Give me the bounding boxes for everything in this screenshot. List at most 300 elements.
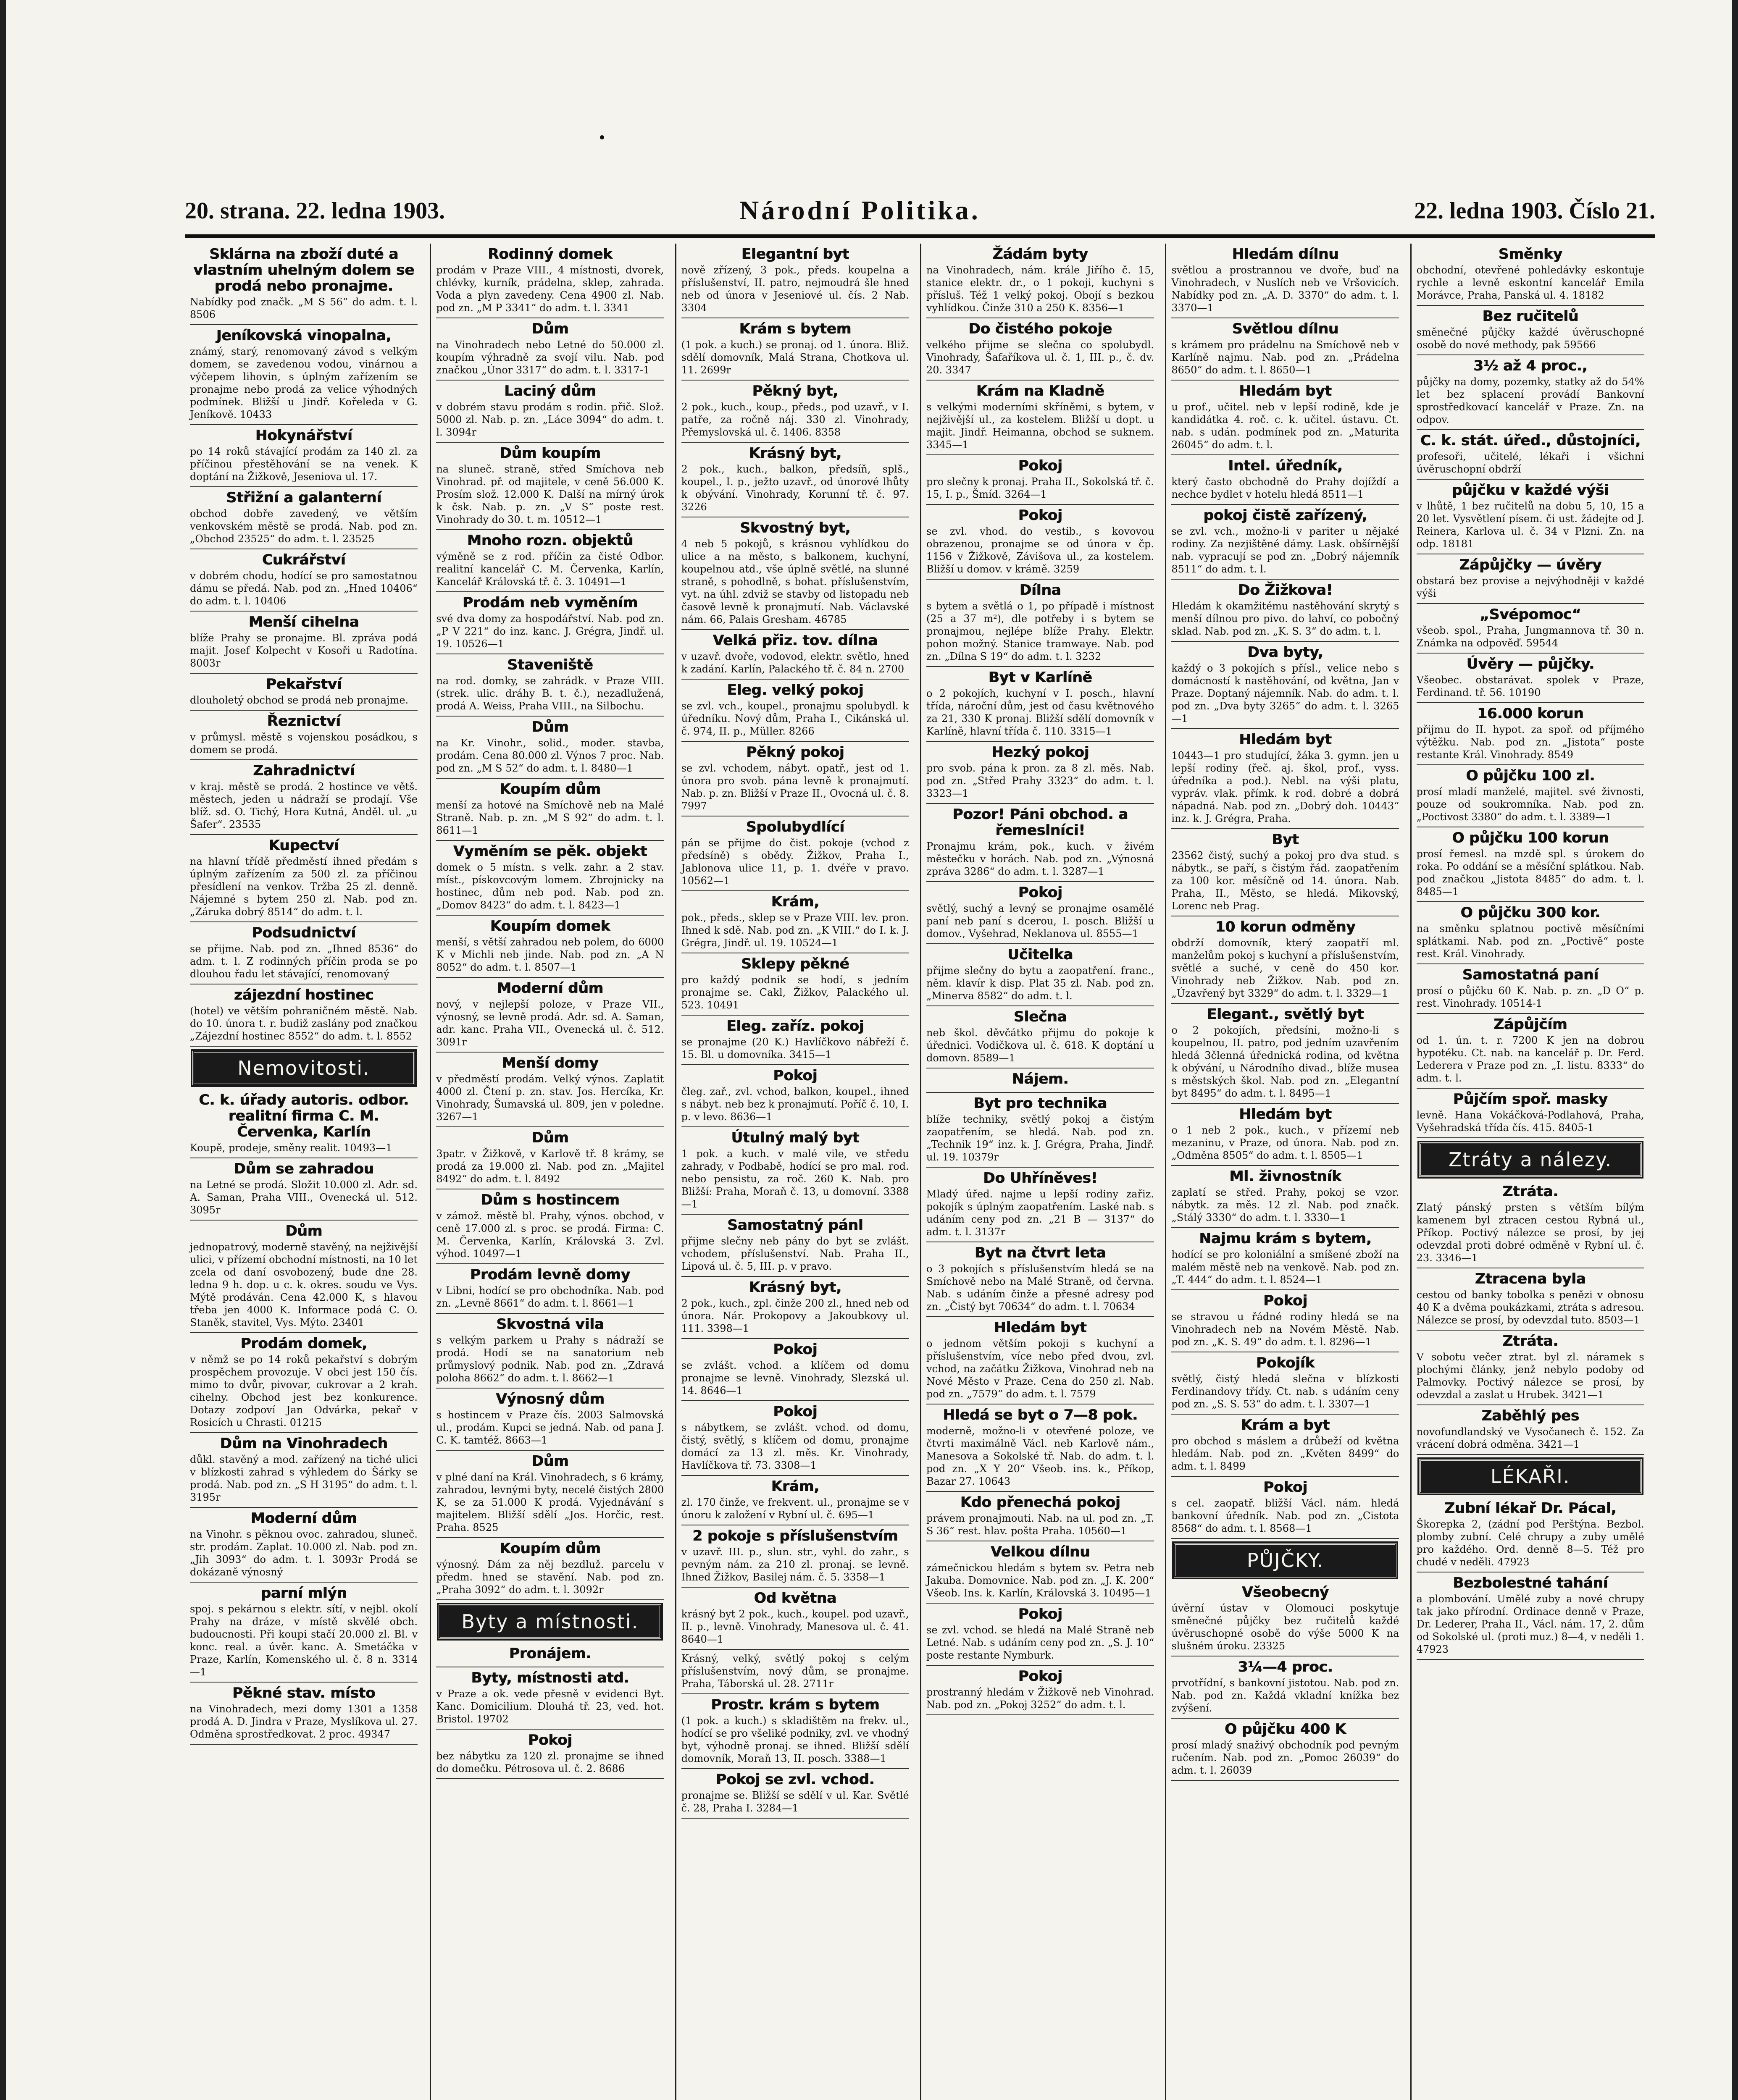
classified-ad (1171, 642, 1399, 729)
ad-body: přijme slečny do bytu a zaopatření. franc., něm. klavír k disp. Plat 35 zl. Nab. pod zn. „Minerva 8582“ do adm. t. l. (926, 965, 1154, 1002)
classified-ad (436, 1667, 664, 1730)
ad-body: přijmu do II. hypot. za spoř. od příjmého výtěžku. Nab. pod zn. „Jistota“ poste restante Král. Vinohrady. 8549 (1416, 724, 1644, 761)
classified-ad (190, 425, 418, 487)
classified-ad (190, 325, 418, 425)
ad-body: prosí mladý snaživý obchodník pod pevným ručením. Nab. pod zn. „Pomoc 26039“ do adm. t. l. 26039 (1171, 1739, 1399, 1776)
ad-heading: Bezbolestné tahání (1453, 1575, 1608, 1591)
ad-heading: zájezdní hostinec (234, 987, 374, 1003)
classified-ad (926, 580, 1154, 667)
ad-body: blíže techniky, světlý pokoj a čistým zaopatřením, se hledá. Nab. pod zn. „Technik 19“ inz. k. J. Grégra, Praha, Jindř. ul. 19. 10379r (926, 1113, 1154, 1163)
classified-ad (681, 381, 909, 443)
ad-heading: Hledám byt (1239, 1106, 1332, 1123)
column-4 (920, 244, 1159, 2100)
column-1 (185, 244, 423, 2100)
ad-heading: Pokoj (528, 1732, 572, 1748)
classified-ad (1171, 318, 1399, 381)
ad-body: hodící se pro koloniální a smíšené zboží na malém městě neb na venkově. Nab. pod zn. „T. 444“ do adm. t. l. 8524—1 (1171, 1249, 1399, 1286)
ad-body: právem pronajmouti. Nab. na ul. pod zn. „T. S 36“ rest. hlav. pošta Praha. 10560—1 (926, 1512, 1154, 1537)
classified-ad (1171, 1004, 1399, 1104)
ad-body: od 1. ún. t. r. 7200 K jen na dobrou hypotéku. Ct. nab. na kancelář p. Dr. Ferd. Lederera v Praze pod zn. „I. listu. 8333“ do adm. t. l. (1416, 1034, 1644, 1084)
classified-ad (1417, 1181, 1644, 1268)
ad-heading: Slečna (1013, 1008, 1067, 1025)
classified-ad (436, 1264, 664, 1314)
classified-ad (1417, 604, 1644, 654)
classified-ad (926, 244, 1154, 318)
ad-body: dlouholetý obchod se prodá neb pronajme. (190, 694, 409, 706)
ad-heading: Pokoj (1018, 1668, 1062, 1685)
ad-body: a plombování. Umělé zuby a nové chrupy tak jako přírodní. Ordinace denně v Praze, Dr. Lederer, Praha II., Václ. nám. 17, 2. dům od Sokolské ul. (proti muz.) 8—4, v neděli 1. 47923 (1416, 1593, 1644, 1655)
ad-body: každý o 3 pokojích s přísl., velice nebo s domácností k nastěhování, od května, Jan v Praze. Doptaný nájemník. Nab. do adm. t. l. pod zn. „Dva byty 3265“ do adm. t. l. 3265—1 (1171, 662, 1399, 724)
ad-heading: Pěkný pokoj (746, 744, 844, 761)
classified-ad (436, 654, 664, 717)
classified-ad (681, 1525, 909, 1588)
ad-heading: Hledá se byt o 7—8 pok. (943, 1407, 1138, 1423)
ad-body: v lhůtě, 1 bez ručitelů na dobu 5, 10, 15 a 20 let. Vysvětlení písem. či ust. žádejte od J. Reinera, Karlova ul. č. 34 v Plzni. Zn. na odp. 18181 (1416, 500, 1644, 550)
classified-ad (926, 455, 1154, 505)
ad-body: půjčky na domy, pozemky, statky až do 54% let bez splacení provádí Bankovní sprostředkovací kancelář v Praze. Zn. na odpov. (1416, 376, 1644, 425)
ad-heading: Sklárna na zboží duté a vlastním uhelným dolem se prodá nebo pronajme. (193, 246, 415, 294)
ad-heading: 3¼—4 proc. (1238, 1659, 1333, 1675)
ad-heading: Pokoj (1018, 1606, 1062, 1622)
ad-heading: Elegant., světlý byt (1207, 1006, 1364, 1023)
classified-ad (436, 978, 664, 1053)
ad-body: spoj. s pekárnou s elektr. sítí, v nejbl. okolí Prahy na dráze, v místě skvělé obch. budoucnosti. Při koupi stačí 20.000 zl. Bl. v konc. real. a úvěr. kanc. A. Smetáčka v Praze, Karlín, Komenského ul. č. 8 n. 3314—1 (190, 1603, 418, 1678)
section-banner-byty: Byty a místnosti. (439, 1604, 661, 1639)
classified-ad (190, 1158, 418, 1221)
ad-heading: parní mlýn (260, 1585, 347, 1601)
ad-heading: Pokoj (773, 1341, 818, 1358)
ad-heading: Ztráta. (1502, 1183, 1559, 1200)
ad-heading: Pokoj (1263, 1479, 1307, 1496)
ad-heading: Krám, (771, 1478, 819, 1495)
ad-body: 23562 čistý, suchý a pokoj pro dva stud. s nábytk., se paří, s čistým řád. zaopatřením za 100 kor. měsíčně od 14. února. Nab. Praha, II., Město, se hledá. Mikovský, Lorenc neb Prag. (1171, 850, 1399, 912)
ad-body: Všeobec. obstarávat. spolek v Praze, Ferdinand. tř. 56. 10190 (1416, 674, 1644, 698)
ad-body: úvěrní ústav v Olomouci poskytuje směnečné půjčky bez ručitelů každé úvěruschopné osobě do výše 5000 K na slušném úroku. 23325 (1171, 1602, 1399, 1652)
ad-heading: Hledám byt (994, 1319, 1087, 1336)
masthead-title: Národní Politika. (739, 195, 981, 225)
ad-body: 2 pok., kuch., balkon, předsíň, splš., koupel., I. p., ježto uzavř., od únorové lhůty k obývání. Vinohrady, Korunní tř. č. 97. 3226 (681, 463, 909, 513)
classified-ad (681, 630, 909, 680)
ad-heading: Učitelka (1007, 946, 1073, 963)
ad-body: v průmysl. městě s vojenskou posádkou, s domem se prodá. (190, 731, 418, 756)
classified-ad (190, 922, 418, 984)
classified-ad (681, 443, 909, 517)
ad-heading: Zubní lékař Dr. Pácal, (1444, 1500, 1617, 1517)
ad-heading: Pozor! Páni obchod. a řemeslníci! (952, 806, 1128, 839)
ad-heading: Pokoj (1018, 457, 1062, 474)
classified-ad (1171, 1415, 1399, 1477)
ad-heading: Intel. úředník, (1228, 457, 1343, 474)
ad-heading: Hledám dílnu (1232, 246, 1339, 262)
ad-body: nový, v nejlepší poloze, v Praze VII., výnosný, se levně prodá. Adr. sd. A. Saman, adr. kanc. Praha VII., Ovenecká ul. č. 512. 3091r (436, 998, 664, 1048)
ad-heading: Střižní a galanterní (226, 489, 381, 506)
ad-body: s nábytkem, se zvlášt. vchod. od domu, čistý, světlý, s klíčem od domu, pronajme domácí za 13 zl. měs. Kr. Vinohrady, Havlíčkova tř. 73. 3308—1 (681, 1422, 909, 1471)
ad-body: na rod. domky, se zahrádk. v Praze VIII. (strek. ulic. dráhy B. t. č.), nezadlužená, prodá A. Weiss, Praha VIII., na Silbochu. (436, 675, 664, 712)
ad-heading: Směnky (1498, 246, 1562, 262)
ad-body: o 2 pokojích, kuchyní v I. posch., hlavní třída, nároční dům, jest od času květnového za 21, 330 K pronaj. Bližší sdělí domovník v Karlíně, hlavní třída č. 110. 3315—1 (926, 688, 1154, 737)
ad-heading: Do Žižkova! (1238, 582, 1333, 598)
ad-body: obdrží domovník, který zaopatří ml. manželům pokoj s kuchyní a příslušenstvím, světlé a suché, v ceně do 450 kor. Vinohrady neb Žižkov. Nab. pod zn. „Úzavřený byt 3329“ do adm. t. l. 3329—1 (1171, 937, 1399, 999)
ad-body: na Vinohradech, mezi domy 1301 a 1358 prodá A. D. Jindra v Praze, Myslíkova ul. 27. Odměna sprostředkovat. 2 proc. 49347 (190, 1703, 418, 1740)
ad-body: V sobotu večer ztrat. byl zl. náramek s plochými články, jenž nebylo podoby od Palmovky. Poctivý nálezce se prosí, by odevzdal a zaslat u Hrubek. 3421—1 (1416, 1351, 1644, 1401)
ad-heading: C. k. stát. úřed., důstojníci, (1420, 432, 1641, 449)
ad-body: menší za hotové na Smíchově neb na Malé Straně. Nab. p. zn. „M S 92“ do adm. t. l. 8611—1 (436, 799, 664, 836)
ad-body: 4 neb 5 pokojů, s krásnou vyhlídkou do ulice a na město, s balkonem, kuchyní, koupelnou atd., vše úplně světlé, na slunné straně, s pohodlně, s bohat. příslušenstvím, vyt. na úhl. zdviž se stavby od listopadu neb časově levně k pronajmutí. Nab. Václavské nám. 66, Palais Gresham. 46785 (681, 538, 909, 625)
classified-ad (436, 1053, 664, 1127)
ad-heading: O půjčku 100 zl. (1466, 767, 1595, 784)
ad-body: Zlatý pánský prsten s větším bílým kamenem byl ztracen cestou Rybná ul., Příkop. Poctivý nálezce se prosí, by jej odevzdal proti dobré odměně v Rybní ul. č. 23. 3346—1 (1416, 1202, 1644, 1264)
ad-heading: Pokoj se zvl. vchod. (715, 1771, 875, 1788)
classified-ad (1171, 381, 1399, 455)
classified-ad (1417, 430, 1644, 480)
ad-heading: Kupectví (268, 837, 339, 854)
ad-heading: Byt pro technika (973, 1095, 1107, 1112)
header-rule (185, 234, 1655, 238)
ad-body: 10443—1 pro studující, žáka 3. gymn. jen u lepší rodiny (řeč. aj. škol, prof., vyss. úředníka a pod.). Nebl. na výši platu, vypráv. vlak. přímk. k rod. dobré a dobrá nápadná. Nab. pod zn. „Dobrý doh. 10443“ inz. k. J. Grégra, Praha. (1171, 750, 1399, 824)
ad-heading: Rodinný domek (487, 246, 613, 262)
classified-ad (1171, 916, 1399, 1004)
ad-heading: Krám a byt (1241, 1417, 1330, 1433)
ad-heading: Dílna (1019, 582, 1061, 598)
classified-ad (1171, 1104, 1399, 1166)
classified-ad (1417, 1498, 1644, 1572)
classified-ad (681, 1588, 909, 1650)
ad-body: pán se přijme do čist. pokoje (vchod z předsíně) s obědy. Žižkov, Praha I., Jablonova ulice 11, p. 1. dvéře v pravo. 10562—1 (681, 837, 909, 887)
ad-heading: Sklepy pěkné (741, 956, 849, 972)
classified-ad (436, 841, 664, 916)
ad-body: světlý, čistý hledá slečna v blízkosti Ferdinandovy třídy. Ct. nab. s udáním ceny pod zn. „S. S. 53“ do adm. t. l. 3307—1 (1171, 1373, 1399, 1410)
ad-heading: Pěkné stav. místo (232, 1685, 376, 1701)
ad-heading: Eleg. velký pokoj (727, 682, 864, 698)
ad-body: 2 pok., kuch., zpl. činže 200 zl., hned neb od února. Nár. Prokopovy a Jakoubkovy ul. 111. 3398—1 (681, 1297, 909, 1334)
ad-body: pro obchod s máslem a drůbeží od května hledám. Nab. pod zn. „Květen 8499“ do adm. t. l. 8499 (1171, 1435, 1399, 1472)
ad-body: s bytem a světlá o 1, po případě i místnost (25 a 37 m²), dle potřeby i s bytem se pronajmou, nejlépe blíže Prahy. Elektr. pohon možný. Stanice tramwaye. Nab. pod zn. „Dílna S 19“ do adm. t. l. 3232 (926, 600, 1154, 662)
ad-heading: Ztracena byla (1475, 1270, 1586, 1287)
classified-ad (190, 760, 418, 835)
ad-body: v zámož. městě bl. Prahy, výnos. obchod, v ceně 17.000 zl. s proc. se prodá. Firma: C. M. Červenka, Karlín, Královská 3. Zvl. výhod. 10497—1 (436, 1210, 664, 1260)
classified-ad (436, 592, 664, 654)
classified-ad (681, 1127, 909, 1215)
classified-ad (190, 1508, 418, 1583)
ad-body: v plné daní na Král. Vinohradech, s 6 krámy, zahradou, levnými byty, necelé čistých 2800 K, se za 51.000 K prodá. Vyjednávání s majitelem. Bližší sdělí „Jos. Horčic, rest. Praha. 8525 (436, 1471, 664, 1533)
ad-body: velkého přijme se slečna co spolubydl. Vinohrady, Šafaříkova ul. č. 1, III. p., č. dv. 20. 3347 (926, 339, 1154, 376)
ad-heading: Pokojík (1256, 1354, 1315, 1371)
ad-body: na hlavní třídě předměstí ihned předám s úplným zařízením za 500 zl. za příčinou přesídlení na venkov. Tržba 25 zl. denně. Nájemné s bytem 250 zl. Nab. pod zn. „Záruka dobrý 8514“ do adm. t. l. (190, 856, 418, 918)
ad-body: v Libni, hodící se pro obchodníka. Nab. pod zn. „Levně 8661“ do adm. t. l. 8661—1 (436, 1285, 664, 1309)
ad-body: novofundlandský ve Vysočanech č. 152. Za vrácení dobrá odměna. 3421—1 (1416, 1426, 1644, 1450)
ad-heading: Menší domy (502, 1055, 599, 1071)
classified-ad (1417, 654, 1644, 703)
section-banner-ztraty: Ztráty a nálezy. (1419, 1142, 1642, 1177)
ad-heading: 2 pokoje s příslušenstvím (692, 1528, 898, 1544)
ad-heading: Nájem. (1012, 1071, 1069, 1087)
classified-ad (681, 1065, 909, 1127)
classified-ad (681, 318, 909, 381)
ad-heading: Menší cihelna (248, 614, 359, 630)
classified-ad (1171, 1477, 1399, 1539)
ad-heading: Hledám byt (1239, 383, 1332, 399)
ad-body: v předměstí prodám. Velký výnos. Zaplatit 4000 zl. Čtení p. zn. stav. Jos. Hercíka, Kr. Vinohrady, Šumavská ul. 809, jen v poledne. 3267—1 (436, 1073, 664, 1123)
classified-ad (190, 984, 418, 1047)
ad-body: Koupě, prodeje, směny realit. 10493—1 (190, 1142, 392, 1154)
classified-ad (436, 1189, 664, 1264)
ad-body: pro slečny k pronaj. Praha II., Sokolská tř. č. 15, I. p., Šmíd. 3264—1 (926, 476, 1154, 500)
ad-heading: 16.000 korun (1477, 705, 1584, 722)
classified-ad (1171, 1290, 1399, 1352)
ad-heading: Ml. živnostník (1229, 1168, 1341, 1185)
ad-body: domek o 5 místn. s velk. zahr. a 2 stav. míst., pískovcovým lomem. Zbrojnicky na hostinec, dům neb pod. Nab. pod zn. „Domov 8423“ do adm. t. l. 8423—1 (436, 861, 664, 911)
ad-heading: Mnoho rozn. objektů (467, 532, 633, 549)
classified-ad (1417, 1405, 1644, 1455)
ad-body: se přijme. Nab. pod zn. „Ihned 8536“ do adm. t. l. Z rodinných příčin proda se po dlouhou řadu let stávající, renomovaný (190, 943, 418, 980)
classified-ad (681, 891, 909, 953)
ink-dot (600, 135, 604, 139)
classified-ad (1417, 1089, 1644, 1138)
ad-body: se stravou u řádné rodiny hledá se na Vinohradech neb na Novém Městě. Nab. pod zn. „K. S. 49“ do adm. t. l. 8296—1 (1171, 1311, 1399, 1348)
ad-body: o 2 pokojích, předsíni, možno-li s koupelnou, II. patro, pod jedním uzavřením hledá 3členná úřednická rodina, od května k obývání, u Národního divad., blíže musea s městských škol. Nab. pod zn. „Elegantní byt 8495“ do adm. t. l. 8495—1 (1171, 1024, 1399, 1099)
classified-ad (926, 505, 1154, 580)
ad-body: prvotřídní, s bankovní jistotou. Nab. pod zn. Nab. pod zn. Každá vkladní knížka bez zvýšení. (1171, 1677, 1399, 1714)
ad-heading: Koupím dům (500, 781, 601, 798)
classified-ad (436, 244, 664, 318)
ad-heading: Byt v Karlíně (988, 669, 1092, 686)
ad-body: (1 pok. a kuch.) se pronaj. od 1. února. Bliž. sdělí domovník, Malá Strana, Chotkova ul. 11. 2699r (681, 339, 909, 376)
classified-ad (926, 1093, 1154, 1168)
ad-heading: „Svépomoc“ (1480, 606, 1581, 623)
ad-body: o jednom větším pokoji s kuchyní a příslušenstvím, více nebo před dvou, zvl. vchod, na začátku Žižkova, Vinohrad neb na Nové Město v Praze. Cena do 250 zl. Nab. pod zn. „7579“ do adm. t. l. 7579 (926, 1338, 1154, 1400)
ad-heading: Spolubydlící (746, 819, 844, 835)
ad-body: prodám v Praze VIII., 4 místnosti, dvorek, chlévky, kurník, prádelna, sklep, zahrada. Voda a plyn zavedeny. Cena 4900 zl. Nab. pod zn. „M P 3341“ do adm. t. l. 3341 (436, 264, 664, 314)
ad-heading: Samostatný pánl (727, 1217, 863, 1234)
section-banner-lekari: LÉKAŘI. (1419, 1459, 1642, 1494)
scan-edge-right (1732, 0, 1738, 2100)
classified-ad (436, 1538, 664, 1600)
classified-ad (190, 549, 418, 612)
classified-ad (681, 1016, 909, 1065)
section-banner-nemovitosti: Nemovitosti. (192, 1051, 415, 1085)
ad-body: Mladý úřed. najme u lepší rodiny zařiz. pokojík s úplným zaopatřením. Laské nab. s udáním ceny pod zn. „21 B — 3137“ do adm. t. l. 3137r (926, 1188, 1154, 1238)
ad-heading: Pokoj (1018, 884, 1062, 901)
classified-ad (1417, 480, 1644, 554)
classified-ad (681, 1476, 909, 1525)
classified-ad (681, 680, 909, 742)
ad-body: na Vinohradech, nám. krále Jiřího č. 15, stanice elektr. dr., o 1 pokoji, kuchyni s přísluš. Též 1 velký pokoj. Obojí s bezkou vyhlídkou. Činže 310 a 250 K. 8356—1 (926, 264, 1154, 314)
ad-body: krásný byt 2 pok., kuch., koupel. pod uzavř., II. p., levně. Vinohrady, Manesova ul. č. 41. 8640—1 (681, 1608, 909, 1645)
ad-body: zaplatí se střed. Prahy, pokoj se vzor. nábytk. za měs. 12 zl. Nab. pod značk. „Stálý 3330“ do adm. t. l. 3330—1 (1171, 1186, 1399, 1223)
ad-body: v dobrém chodu, hodící se pro samostatnou dámu se předá. Nab. pod zn. „Hned 10406“ do adm. t. l. 10406 (190, 570, 418, 607)
classified-ad (190, 244, 418, 325)
classified-ad (436, 1730, 664, 1779)
ad-body: své dva domy za hospodářství. Nab. pod zn. „P V 221“ do inz. kanc. J. Grégra, Jindř. ul. 19. 10526—1 (436, 613, 664, 650)
ad-body: (hotel) ve větším pohraničném městě. Nab. do 10. února t. r. budiž zaslány pod značkou „Zájezdní hostinec 8552“ do adm. t. l. 8552 (190, 1005, 418, 1042)
ad-heading: 3½ až 4 proc., (1473, 357, 1588, 374)
classified-ad (1417, 827, 1644, 902)
ad-body: Pronajmu krám, pok., kuch. v živém městečku v horách. Nab. pod zn. „Výnosná zpráva 3286“ do adm. t. l. 3287—1 (926, 840, 1154, 877)
classified-ad (926, 1242, 1154, 1317)
ad-heading: Pokoj (1018, 507, 1062, 524)
ad-heading: Cukrářství (262, 551, 346, 568)
ad-heading: Dům koupím (500, 445, 601, 462)
ad-body: profesoři, učitelé, lékaři i všichni úvěruschopní obdrží (1416, 451, 1644, 475)
ad-heading: Zahradnictví (253, 762, 355, 779)
ad-body: s cel. zaopatř. bližší Václ. nám. hledá bankovní úředník. Nab. pod zn. „Cistota 8568“ do adm. t. l. 8568—1 (1171, 1497, 1399, 1534)
ad-heading: C. k. úřady autoris. odbor. realitní firma C. M. Červenka, Karlín (199, 1092, 409, 1140)
ad-body: se zvl. vch., možno-li v pariter u nějaké rodiny. Za nezjištěné dámy. Lask. obšírnější nab. vypracují se pod zn. „Dobrý nájemník 8511“ do adm. t. l. (1171, 525, 1399, 575)
ad-body: se zvl. vchodem, nábyt. opatř., jest od 1. února pro svob. pána levně k pronajmutí. Nab. p. zn. Bližší v Praze II., Ovocná ul. č. 8. 7997 (681, 762, 909, 812)
classified-ad (681, 1694, 909, 1769)
ad-body: Škorepka 2, (zádní pod Perštýna. Bezbol. plomby zubní. Celé chrupy a zuby umělé pro každého. Ord. denně 8—5. Též pro chudé v neděli. 47923 (1416, 1518, 1644, 1568)
ad-heading: Dům (531, 719, 569, 735)
classified-ad (681, 816, 909, 891)
classified-ad (1417, 1331, 1644, 1405)
classified-ad (1417, 964, 1644, 1014)
classified-ad (436, 779, 664, 841)
classified-ad (926, 381, 1154, 455)
ad-body: s velkými moderními skříněmi, s bytem, v nejživější ul., za kostelem. Bližší u dopt. u majit. Jindř. Heimanna, obchod se suknem. 3345—1 (926, 401, 1154, 451)
ad-body: neb škol. děvčátko přijmu do pokoje k úřednici. Vodičkova ul. č. 618. K doptání u domovn. 8589—1 (926, 1027, 1154, 1064)
ad-heading: Všeobecný (1241, 1584, 1329, 1601)
ad-body: známý, starý, renomovaný závod s velkým domem, se zavedenou vodou, vinárnou a výčepem lihovin, s úplným zařízením se pronajme nebo prodá za velice výhodných podmínek. Bližší u Jindř. Kořeleda v G. Jeníkově. 10433 (190, 346, 418, 420)
ad-heading: Hledám byt (1239, 731, 1332, 748)
ad-body: pro svob. pána k pron. za 8 zl. měs. Nab. pod zn. „Střed Prahy 3323“ do adm. t. l. 3323—1 (926, 762, 1154, 799)
ad-heading: Řeznictví (267, 713, 341, 730)
ad-heading: Žádám byty (992, 246, 1088, 262)
ad-heading: Staveniště (507, 656, 593, 673)
ad-heading: Dům (531, 1129, 569, 1146)
ad-heading: Zaběhlý pes (1481, 1407, 1579, 1424)
classified-ad (190, 612, 418, 674)
ad-heading: Pokoj (1263, 1292, 1307, 1309)
classified-ad (926, 1006, 1154, 1068)
ad-body: o 1 neb 2 pok., kuch., v přízemí neb mezaninu, v Praze, od února. Nab. pod zn. „Odměna 8505“ do adm. t. l. 8505—1 (1171, 1124, 1399, 1161)
ad-heading: Do Uhříněves! (983, 1170, 1097, 1186)
ad-body: se zvl. vch., koupel., pronajmu spolubydl. k úředníku. Nový dům, Praha I., Cikánská ul. č. 974, II. p., Müller. 8266 (681, 700, 909, 737)
ad-heading: Pekařství (266, 676, 342, 693)
classified-ad (190, 1221, 418, 1333)
classified-ad (1417, 765, 1644, 827)
ad-heading: Dům (531, 320, 569, 337)
ad-heading: Úvěry — půjčky. (1466, 656, 1594, 672)
scan-edge-left (0, 0, 6, 2100)
ad-heading: O půjčku 300 kor. (1460, 904, 1600, 921)
classified-ad (436, 717, 664, 779)
ad-heading: Útulný malý byt (731, 1129, 860, 1146)
ad-heading: Dům na Vinohradech (220, 1435, 388, 1452)
ad-body: Krásný, velký, světlý pokoj s celým příslušenstvím, nový dům, se pronajme. Praha, Táborská ul. 28. 2711r (681, 1653, 909, 1690)
ad-body: na Letné se prodá. Složit 10.000 zl. Adr. sd. A. Saman, Praha VIII., Ovenecká ul. 512. 3095r (190, 1179, 418, 1216)
ad-heading: 10 korun odměny (1215, 919, 1356, 935)
ad-body: o 3 pokojích s příslušenstvím hledá se na Smíchově nebo na Malé Straně, od června. Nab. s udáním činže a přesné adresy pod zn. „Čistý byt 70634“ do adm. t. l. 70634 (926, 1263, 1154, 1312)
classified-ad (681, 1769, 909, 1819)
ad-body: se zvl. vchod. se hledá na Malé Straně neb Letné. Nab. s udáním ceny pod zn. „S. J. 10“ poste restante Nymburk. (926, 1624, 1154, 1661)
ad-body: prosí mladí manželé, majitel. své živnosti, pouze od soukromníka. Nab. pod zn. „Poctivost 3380“ do adm. t. l. 3389—1 (1416, 786, 1644, 823)
ad-body: jednopatrový, moderně stavěný, na nejživější ulici, v přízemí obchodní místnosti, na 10 let zcela od daní osvobozený, bude dne 28. ledna 9 h. dop. u c. k. okres. soudu ve Vys. Mýtě prodáván. Cena 42.000 K, s hlavou třeba jen 4000 K. Informace podá C. O. Staněk, stavitel, Vys. Mýto. 23401 (190, 1241, 418, 1328)
classified-columns (185, 244, 1655, 2100)
ad-body: který často obchodně do Prahy dojíždí a nechce bydlet v hotelu hledá 8511—1 (1171, 476, 1399, 500)
ad-body: prosí o půjčku 60 K. Nab. p. zn. „D O“ p. rest. Vinohrady. 10514-1 (1416, 985, 1644, 1009)
ad-body: Nabídky pod značk. „M S 56“ do adm. t. l. 8506 (190, 296, 418, 320)
ad-body: v němž se po 14 roků pekařství s dobrým prospěchem provozuje. V obci jest 150 čís. mimo to dvůr, pivovar, cukrovar a 2 krah. cihelny. Obchod jest bez konkurence. Dotazy zodpoví Jan Odvárka, pekař v Rosicích u Chrasti. 01215 (190, 1354, 418, 1428)
ad-heading: Půjčím spoř. masky (1453, 1091, 1608, 1108)
ad-body: s velkým parkem u Prahy s nádraží se prodá. Hodí se na sanatorium neb průmyslový podnik. Nab. pod zn. „Zdravá poloha 8662“ do adm. t. l. 8662—1 (436, 1334, 664, 1384)
classified-ad (926, 1666, 1154, 1715)
ad-body: prostranný hledám v Žižkově neb Vinohrad. Nab. pod zn. „Pokoj 3252“ do adm. t. l. (926, 1686, 1154, 1711)
ad-body: všeob. spol., Praha, Jungmannova tř. 30 n. Známka na odpověď. 59544 (1416, 625, 1644, 649)
ad-heading: Světlou dílnu (1232, 320, 1338, 337)
ad-body: obstará bez provise a nejvýhodněji v každé výši (1416, 575, 1644, 599)
classified-ad (190, 1683, 418, 1745)
classified-ad (190, 674, 418, 711)
classified-ad (926, 1404, 1154, 1492)
ad-heading: Bez ručitelů (1482, 308, 1578, 325)
classified-ad (1417, 554, 1644, 604)
ad-body: v Praze a ok. vede přesně v evidenci Byt. Kanc. Domicilium. Dlouhá tř. 23, ved. hot. Bristol. 19702 (436, 1688, 664, 1725)
ad-body: Hledám k okamžitému nastěhování skrytý s menší dílnou pro pivo. do lahví, co pobočný sklad. Nab. pod zn. „K. S. 3“ do adm. t. l. (1171, 600, 1399, 637)
ad-heading: Prodám neb vyměním (462, 594, 638, 611)
classified-ad (926, 1492, 1154, 1541)
ad-heading: Byt (1272, 831, 1299, 848)
classified-ad (1171, 1719, 1399, 1781)
classified-ad (1171, 1582, 1399, 1656)
ad-body: na sluneč. straně, střed Smíchova neb Vinohrad. př. od majitele, v ceně 56.000 K. Prosím slož. 12.000 K. Další na mírný úrok k čsk. Nab. p. zn. „V S“ poste rest. Vinohrady do 30. t. m. 10512—1 (436, 463, 664, 525)
ad-heading: Krám, (771, 893, 819, 910)
ad-heading: Krám s bytem (739, 320, 851, 337)
classified-ad (926, 804, 1154, 882)
classified-ad (1171, 1166, 1399, 1228)
ad-heading: Prodám levně domy (470, 1266, 630, 1283)
page-header (185, 197, 1655, 231)
ad-heading: Moderní dům (250, 1510, 357, 1527)
ad-body: s hostincem v Praze čís. 2003 Salmovská ul., prodám. Kupci se jedná. Nab. od pana J. C. K. tamtéž. 8663—1 (436, 1409, 664, 1446)
ad-body: bez nábytku za 120 zl. pronajme se ihned do domečku. Pétrosova ul. č. 2. 8686 (436, 1750, 664, 1774)
ad-heading: Dům se zahradou (234, 1160, 374, 1177)
ad-heading: Jeníkovská vinopalna, (216, 327, 392, 344)
ad-heading: Prostr. krám s bytem (711, 1696, 880, 1713)
ad-heading: Pokoj (773, 1403, 818, 1420)
classified-ad (190, 1433, 418, 1508)
ad-body: pro každý podnik se hodí, s jedním pronajme se. Cakl, Žižkov, Palackého ul. 523. 10491 (681, 974, 909, 1011)
ad-body: 1 pok. a kuch. v malé vile, ve středu zahrady, v Podbabě, hodící se pro mal. rod. nebo pensistu, za roč. 260 K. Nab. pro Bližší: Praha, Moraň č. 13, u domovní. 3388—1 (681, 1148, 909, 1210)
ad-body: světlý, suchý a levný se pronajme osamělé paní neb paní s dcerou, I. posch. Bližší u domov., Vyšehrad, Neklanova ul. 8555—1 (926, 903, 1154, 940)
ad-heading: Laciný dům (504, 383, 596, 399)
column-3 (675, 244, 914, 2100)
classified-ad (926, 318, 1154, 381)
ad-body: 2 pok., kuch., koup., předs., pod uzavř., v I. patře, za ročně náj. 330 zl. Vinohrady, Přemyslovská ul. č. 1406. 8358 (681, 401, 909, 438)
ad-body: v uzavř. III. p., slun. str., vyhl. do zahr., s pevným nám. za 210 zl. pronaj. se levně. Ihned Žižkov, Basilej nám. č. 5. 3358—1 (681, 1546, 909, 1583)
ad-heading: pokoj čistě zařízený, (1203, 507, 1367, 524)
classified-ad (1171, 829, 1399, 916)
ad-body: v uzavř. dvoře, vodovod, elektr. světlo, hned k zadání. Karlín, Palackého tř. č. 84 n. 2700 (681, 651, 909, 675)
ad-body: menší, s větší zahradou neb polem, do 6000 K v Michli neb jinde. Nab. pod zn. „A N 8052“ do adm. t. l. 8507—1 (436, 936, 664, 973)
ad-heading: Dům (531, 1453, 569, 1470)
ad-body: obchod dobře zavedený, ve větším venkovském městě se prodá. Nab. pod zn. „Obchod 23525“ do adm. t. l. 23525 (190, 508, 418, 545)
classified-ad (190, 711, 418, 760)
ad-heading: Byty, místnosti atd. (471, 1670, 629, 1686)
classified-ad (1171, 729, 1399, 829)
ad-body: (1 pok. a kuch.) s skladištěm na frekv. ul., hodící se pro všeliké podniky, zvl. ve vhodný byt, výhodně pronaj. se ihned. Bližší sdělí domovník, Moraň 13, II. posch. 3388—1 (681, 1715, 909, 1764)
ad-heading: Velkou dílnu (990, 1544, 1090, 1560)
ad-heading: Samostatná paní (1462, 966, 1599, 983)
classified-ad (436, 1127, 664, 1189)
ad-body: blíže Prahy se pronajme. Bl. zpráva podá majit. Josef Kolpecht v Kosoři u Radotína. 8003r (190, 632, 418, 669)
ad-body: světlou a prostrannou ve dvoře, buď na Vinohradech, v Nuslích neb ve Vršovicích. Nabídky pod zn. „A. D. 3370“ do adm. t. l. 3370—1 (1171, 264, 1399, 314)
ad-heading: Eleg. zaříz. pokoj (726, 1018, 864, 1034)
classified-ad (926, 944, 1154, 1006)
classified-ad (1417, 244, 1644, 306)
classified-ad (1171, 455, 1399, 505)
ad-body: pok., předs., sklep se v Praze VIII. lev. pron. Ihned k sdě. Nab. pod zn. „K VIII.“ do I. k. J. Grégra, Jindř. ul. 19. 10524—1 (681, 912, 909, 949)
ad-body: přijme slečny neb pány do byt se zvlášt. vchodem, příslušenství. Nab. Praha II., Lipová ul. č. 5, III. p. v pravo. (681, 1235, 909, 1272)
